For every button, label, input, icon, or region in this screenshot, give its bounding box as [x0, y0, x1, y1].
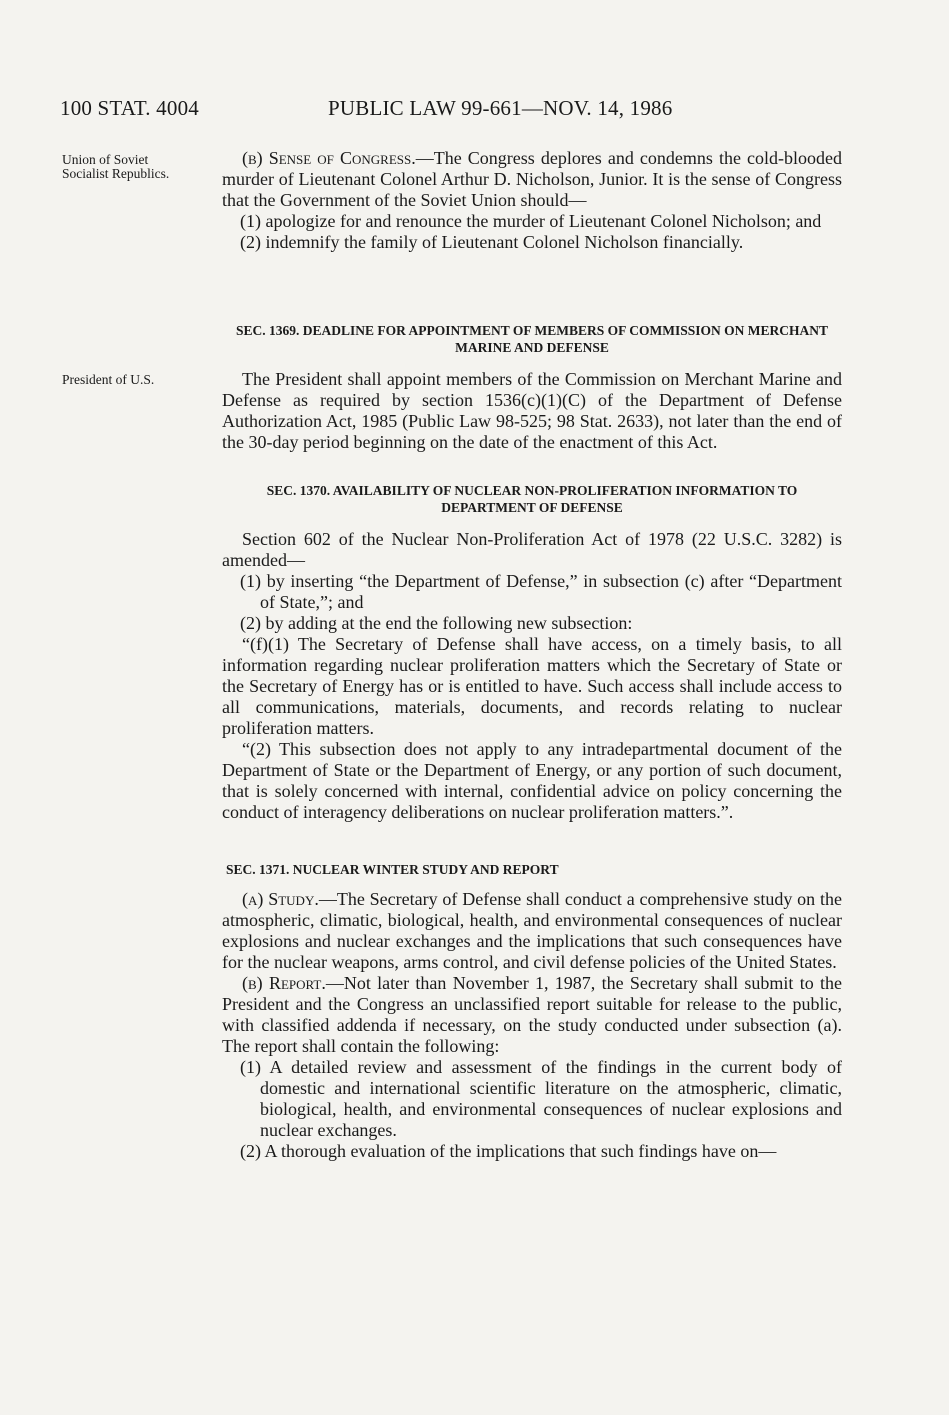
list-item: (2) indemnify the family of Lieutenant Colonel Nicholson financially. [240, 232, 744, 252]
sense-of-congress-block [222, 148, 842, 253]
study-text: —The Secretary of Defense shall conduct a comprehensive study on the atmospheric, climatic, biological, health, and environmental consequences of nuclear explosions and nuclear exchanges and the implications that such consequences have for the nuclear weapons, arms control, and civil defense policies of the United States. [222, 889, 842, 972]
stat-reference: 100 STAT. 4004 [60, 96, 199, 120]
sense-of-congress-paragraph [222, 148, 842, 211]
margin-note-ussr: Union of Soviet Socialist Republics. [62, 152, 170, 181]
list-item: (1) by inserting “the Department of Defense,” in subsection (c) after “Department of State,”; and [240, 571, 842, 612]
report-label: (b) Report. [242, 973, 326, 993]
report-paragraph [222, 973, 842, 1057]
sec-1369-body [222, 369, 842, 453]
page-header [60, 96, 850, 126]
sec-1370-heading: SEC. 1370. AVAILABILITY OF NUCLEAR NON-PROLIFERATION INFORMATION TO DEPARTMENT OF DEFENSE [266, 483, 798, 515]
list-item: (1) apologize for and renounce the murder of Lieutenant Colonel Nicholson; and [240, 211, 822, 231]
sec-1371-heading: SEC. 1371. NUCLEAR WINTER STUDY AND REPORT [226, 862, 559, 877]
subsection-f1: “(f)(1) The Secretary of Defense shall have access, on a timely basis, to all information regarding nuclear proliferation matters which the Secretary of State or the Secretary of Energy has or is entitled to have. Such access shall include access to all communications, materials, documents, and records relating to nuclear proliferation matters. [222, 634, 842, 738]
sense-of-congress-label: (b) Sense of Congress. [242, 148, 416, 168]
study-label: (a) Study. [242, 889, 319, 909]
sec-1369-heading: SEC. 1369. DEADLINE FOR APPOINTMENT OF MEMBERS OF COMMISSION ON MERCHANT MARINE AND DEFENSE [235, 323, 829, 355]
margin-note-president: President of U.S. [62, 372, 155, 387]
sec-1370-body [222, 529, 842, 823]
subsection-f2: “(2) This subsection does not apply to any intradepartmental document of the Department of State or the Department of Energy, or any portion of such document, that is solely concerned with internal, confidential advice on policy concerning the conduct of interagency deliberations on nuclear proliferation matters.”. [222, 739, 842, 822]
public-law-title: PUBLIC LAW 99-661—NOV. 14, 1986 [328, 96, 673, 120]
sec-1370-intro: Section 602 of the Nuclear Non-Proliferation Act of 1978 (22 U.S.C. 3282) is amended— [222, 529, 842, 570]
sec-1369-paragraph: The President shall appoint members of the Commission on Merchant Marine and Defense as required by section 1536(c)(1)(C) of the Department of Defense Authorization Act, 1985 (Public Law 98-525; 98 Stat. 2633), not later than the end of the 30-day period beginning on the date of the enactment of this Act. [222, 369, 842, 452]
study-paragraph [222, 889, 842, 973]
sec-1371-body [222, 889, 842, 1162]
list-item: (2) by adding at the end the following new subsection: [240, 613, 633, 633]
list-item: (1) A detailed review and assessment of the findings in the current body of domestic and international scientific literature on the atmospheric, climatic, biological, health, and environmental consequences of nuclear explosions and nuclear exchanges. [240, 1057, 842, 1140]
list-item: (2) A thorough evaluation of the implications that such findings have on— [240, 1141, 777, 1161]
report-text: —Not later than November 1, 1987, the Secretary shall submit to the President and the Congress an unclassified report suitable for release to the public, with classified addenda if necessary, on the study conducted under subsection (a). The report shall contain the following: [222, 973, 842, 1056]
sense-of-congress-text: —The Congress deplores and condemns the cold-blooded murder of Lieutenant Colonel Arthur D. Nicholson, Junior. It is the sense of Congress that the Government of the Soviet Union should— [222, 148, 842, 210]
